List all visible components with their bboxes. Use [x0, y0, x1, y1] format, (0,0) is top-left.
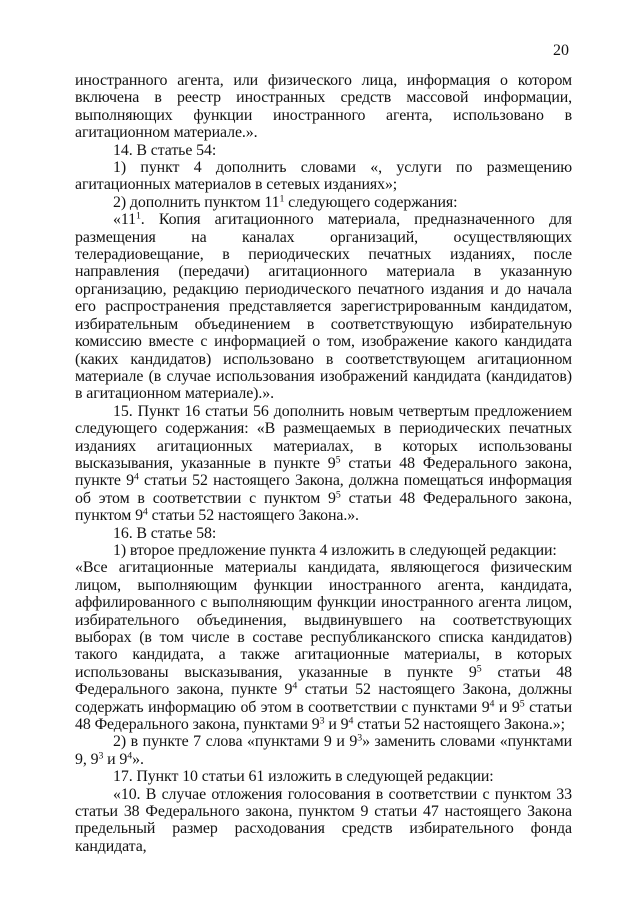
superscript-index: 5: [519, 698, 525, 710]
text-run: 17. Пункт 10 статьи 61 изложить в следующей редакции:: [113, 768, 494, 786]
text-run: 1) второе предложение пункта 4 изложить в следующей редакции:: [113, 541, 557, 559]
paragraph: [75, 786, 572, 856]
text-run: статьи 48 Федерального закона, пунктом 9: [75, 489, 572, 525]
text-run: 2) в пункте 7 слова «пунктами 9 и 9: [113, 733, 358, 751]
superscript-index: 5: [335, 454, 341, 466]
text-run: 2) дополнить пунктом 11: [113, 193, 280, 211]
paragraph: [75, 542, 572, 559]
text-run: 15. Пункт 16 статьи 56 дополнить новым четвертым предложением следующего содержания: «В размещаемых в периодических печатных изданиях агитационных материалах, в которых использованы высказывания, указанные в пункте 9: [75, 402, 572, 472]
text-run: «Все агитационные материалы кандидата, являющегося физическим лицом, выполняющим функции иностранного агента, кандидата, аффилированного с выполняющим функции иностранного агента лицом, избирательного объединения, выдвинувшего на соответствующих выборах (в том числе в составе республиканского списка кандидатов) такого кандидата, а также агитационные материалы, в которых использованы высказывания, указанные в пункте 9: [75, 559, 572, 681]
superscript-index: 3: [98, 750, 104, 762]
text-run: статьи 48 Федерального закона, пункте 9: [75, 663, 572, 699]
paragraph: [75, 194, 572, 211]
paragraph: [75, 768, 572, 785]
text-run: . Копия агитационного материала, предназначенного для размещения на каналах организаций, осуществляющих телерадиовещание, в периодических печатных изданиях, после направления (передачи) агитационного материала в указанную организацию, редакцию периодического печатного издания и до начала его распространения представляется зарегистрированным кандидатом, избирательным объединением в соответствующую избирательную комиссию вместе с информацией о том, изображение какого кандидата (каких кандидатов) использовано в соответствующем агитационном материале (в случае использования изображений кандидата (кандидатов) в агитационном материале).».: [75, 211, 572, 403]
superscript-index: 5: [335, 489, 341, 501]
paragraph: [75, 159, 572, 194]
superscript-index: 4: [127, 750, 133, 762]
page-number: 20: [553, 42, 569, 59]
superscript-index: 4: [292, 680, 298, 692]
text-run: статьи 48 Федерального закона, пункте 9: [75, 454, 572, 490]
document-body: [75, 72, 572, 855]
text-run: 16. В статье 58:: [113, 524, 217, 542]
text-run: статьи 48 Федерального закона, пунктами 9: [75, 698, 572, 734]
text-run: 14. В статье 54:: [113, 141, 217, 159]
superscript-index: 4: [142, 506, 148, 518]
paragraph: [75, 559, 572, 733]
superscript-index: 4: [348, 715, 354, 727]
superscript-index: 3: [319, 715, 325, 727]
text-run: «11: [113, 211, 136, 229]
text-run: иностранного агента, или физического лица, информация о котором включена в реестр иностранных средств массовой информации, выполняющих функции иностранного агента, использовано в агитационном материале.».: [75, 72, 572, 142]
text-run: » заменить словами «пунктами 9, 9: [75, 733, 572, 768]
text-run: 1) пункт 4 дополнить словами «, услуги по размещению агитационных материалов в сетевых изданиях»;: [75, 159, 572, 194]
text-run: статьи 52 настоящего Закона, должны содержать информацию об этом в соответствии с пунктами 9: [75, 681, 572, 716]
text-run: «10. В случае отложения голосования в соответствии с пунктом 33 статьи 38 Федерального закона, пунктом 9 статьи 47 настоящего Закона предельный размер расходования средств избирательного фонда кандидата,: [75, 785, 572, 855]
text-run: статьи 52 настоящего Закона, должна помещаться информация об этом в соответствии с пунктом 9: [75, 472, 572, 507]
paragraph: [75, 525, 572, 542]
text-run: статьи 52 настоящего Закона.»;: [353, 716, 565, 734]
text-run: и 9: [103, 750, 128, 768]
paragraph: [75, 733, 572, 768]
text-run: статьи 52 настоящего Закона.».: [147, 507, 359, 525]
paragraph: [75, 211, 572, 402]
superscript-index: 3: [357, 733, 363, 745]
paragraph: [75, 142, 572, 159]
paragraph: [75, 403, 572, 525]
text-run: и 9: [494, 698, 520, 716]
superscript-index: 1: [279, 193, 285, 205]
text-run: следующего содержания:: [284, 193, 458, 211]
paragraph: [75, 72, 572, 142]
text-run: ».: [132, 750, 144, 768]
superscript-index: 1: [135, 210, 141, 222]
superscript-index: 4: [133, 471, 139, 483]
text-run: и 9: [324, 716, 349, 734]
superscript-index: 5: [476, 663, 482, 675]
superscript-index: 4: [489, 698, 495, 710]
